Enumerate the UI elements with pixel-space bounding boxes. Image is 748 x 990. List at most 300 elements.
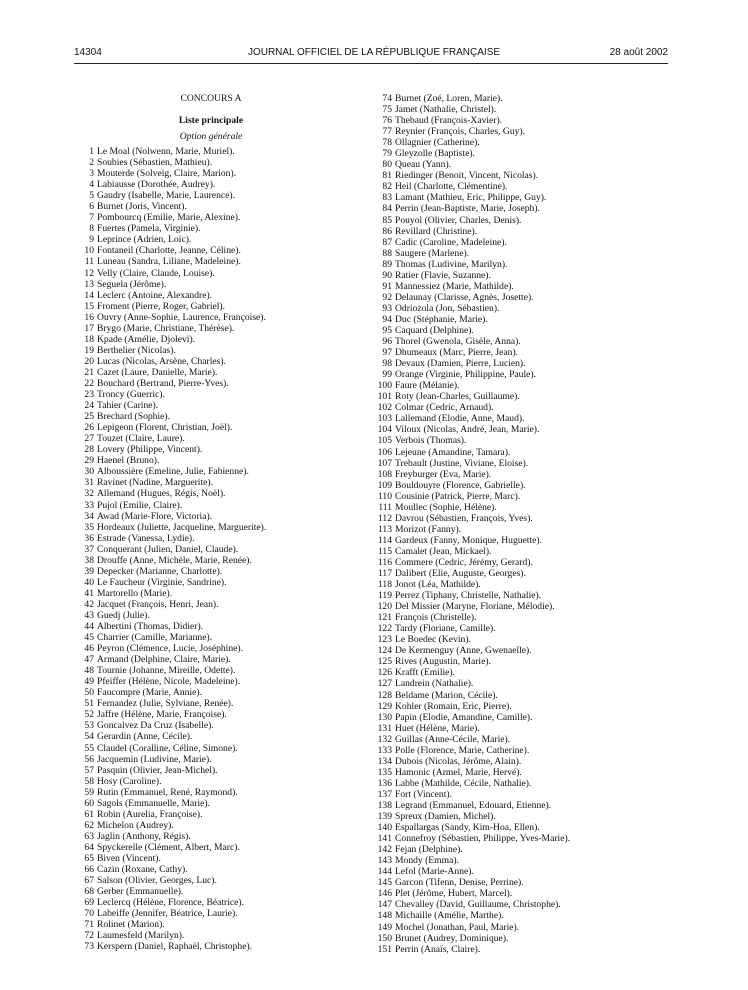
list-item [74,731,364,742]
rank-number: 63 [84,830,94,842]
candidate-name: Viloux (Nicolas, André, Jean, Marie). [395,424,540,436]
candidate-name: Jaffre (Hélène, Marie, Françoise). [97,709,227,721]
candidate-name: Tahier (Carine). [97,400,159,412]
list-item [372,469,672,480]
candidate-name: Saugere (Marlene). [395,247,470,259]
rank-number: 103 [377,413,392,425]
list-item [372,888,672,899]
list-item [372,215,672,226]
rank-number: 144 [377,866,392,878]
rank-number: 21 [84,366,94,378]
candidate-name: Le Moal (Nolwenn, Marie, Muriel). [97,146,235,157]
rank-number: 104 [377,424,392,436]
list-item [74,356,364,367]
candidate-name: Chevalley (David, Guillaume, Christophe). [395,899,561,911]
candidate-name: Michelon (Audrey). [97,819,174,831]
list-item [372,159,672,170]
column-left [74,93,364,952]
candidate-name: Dubois (Nicolas, Jérôme, Alain). [395,755,522,767]
list-item [74,875,364,886]
rank-number: 117 [377,568,392,580]
rank-number: 2 [89,157,94,169]
publication-date: 28 août 2002 [609,47,668,58]
rank-number: 151 [377,943,392,955]
rank-number: 52 [84,709,94,721]
list-item [74,643,364,654]
candidate-name: Mannessiez (Marie, Mathilde). [395,280,514,292]
list-item [372,933,672,944]
rank-number: 100 [377,380,392,392]
list-item [372,192,672,203]
candidate-name: Hosy (Caroline). [97,775,162,787]
candidate-name: Thebaud (François-Xavier). [395,115,503,127]
rank-number: 135 [377,766,392,778]
rank-number: 125 [377,656,392,668]
candidate-name: Bouldouyre (Florence, Gabrielle). [395,479,526,491]
rank-number: 94 [382,313,392,325]
list-item [372,480,672,491]
rank-number: 147 [377,899,392,911]
list-item [74,444,364,455]
list-item [74,919,364,930]
list-item [372,678,672,689]
rank-number: 113 [377,523,392,535]
rank-number: 27 [84,433,94,445]
list-item [372,303,672,314]
candidate-name: Troncy (Guerric). [97,389,165,401]
candidate-name: Guillas (Anne-Cécile, Marie). [395,733,511,745]
rank-number: 35 [84,521,94,533]
list-item [372,723,672,734]
rank-number: 43 [84,609,94,621]
candidate-name: Fontaneil (Charlotte, Jeanne, Céline). [97,245,241,257]
rank-number: 10 [84,245,94,257]
rank-number: 85 [382,214,392,226]
rank-number: 146 [377,888,392,900]
list-item [74,477,364,488]
rank-number: 72 [84,930,94,942]
candidate-name: Ollagnier (Catherine). [395,137,480,149]
candidate-name: Landrein (Nathalie). [395,678,474,690]
candidate-name: Kpade (Amélie, Djolevi). [97,333,196,345]
candidate-name: Pouyol (Olivier, Charles, Denis). [395,214,522,226]
list-item [372,623,672,634]
rank-number: 73 [84,941,94,953]
rank-number: 71 [84,919,94,931]
candidate-name: Gleyzolle (Baptiste). [395,148,475,160]
list-item [372,314,672,325]
candidate-name: Burnet (Zoé, Loren, Marie). [395,93,503,104]
rank-number: 121 [377,612,392,624]
candidate-name: Davrou (Sébastien, François, Yves). [395,512,533,524]
column-right [372,93,672,955]
rank-number: 114 [377,534,392,546]
list-item [74,389,364,400]
list-item [372,690,672,701]
list-item [74,853,364,864]
list-item [372,413,672,424]
list-item [372,380,672,391]
candidate-name: Biven (Vincent). [97,853,161,864]
list-item [372,181,672,192]
candidate-name: Jacquet (François, Henri, Jean). [97,598,219,610]
list-item [74,864,364,875]
candidate-name: Dalibert (Elie, Auguste, Georges). [395,568,526,580]
candidate-name: Hamonic (Armel, Marie, Hervé). [395,766,522,778]
rank-number: 92 [382,291,392,303]
list-item [372,778,672,789]
candidate-name: Cadic (Caroline, Madeleine). [395,236,507,248]
rank-number: 58 [84,775,94,787]
candidate-name: Rutin (Emmanuel, René, Raymond). [97,786,238,798]
candidate-name: Awad (Marie-Flore, Victoria). [97,510,213,522]
list-item [74,268,364,279]
candidate-name: Berthelier (Nicolas). [97,344,176,356]
candidate-name: Papin (Elodie, Amandine, Camille). [395,711,533,723]
list-item [74,842,364,853]
rank-number: 38 [84,554,94,566]
candidate-name: Guedj (Julie). [97,609,150,621]
rank-number: 130 [377,711,392,723]
list-item [74,511,364,522]
rank-number: 105 [377,435,392,447]
rank-number: 41 [84,587,94,599]
rank-number: 24 [84,400,94,412]
list-item [74,466,364,477]
rank-number: 5 [89,190,94,202]
rank-number: 98 [382,358,392,370]
candidate-name: Touzet (Claire, Laure). [97,433,185,445]
list-item [372,148,672,159]
rank-number: 7 [89,212,94,224]
candidate-name: Bouchard (Bertrand, Pierre-Yves). [97,377,229,389]
list-item [74,720,364,731]
candidate-name: Cazin (Roxane, Cathy). [97,864,188,876]
rank-number: 31 [84,477,94,489]
list-item [372,579,672,590]
list-item [74,500,364,511]
candidate-name: Jacquemin (Ludivine, Marie). [97,753,212,765]
rank-number: 65 [84,853,94,864]
list-item [74,621,364,632]
rank-number: 30 [84,466,94,478]
list-item [74,765,364,776]
candidate-name: Cousinie (Patrick, Pierre, Marc). [395,490,521,502]
list-item [74,201,364,212]
list-item [74,908,364,919]
list-item [372,203,672,214]
candidate-name: Brunet (Audrey, Dominique). [395,932,509,944]
candidate-name: Commere (Cedric, Jérémy, Gerard). [395,556,533,568]
candidate-name: Plet (Jérôme, Hubert, Marcel). [395,888,513,900]
rank-number: 61 [84,808,94,820]
list-item [74,544,364,555]
rank-number: 79 [382,148,392,160]
candidate-name: Seguela (Jérôme). [97,278,167,290]
candidate-name: Thomas (Ludivine, Marilyn). [395,258,508,270]
candidate-name: Legrand (Emmanuel, Edouard, Etienne). [395,800,552,811]
list-item [372,877,672,888]
list-item [74,290,364,301]
list-item [74,709,364,720]
candidate-name: Connefroy (Sébastien, Philippe, Yves-Marie). [395,833,571,845]
rank-number: 75 [382,104,392,116]
rank-number: 57 [84,764,94,776]
candidate-name: Fernandez (Julie, Sylviane, Renée). [97,698,234,710]
list-item [74,345,364,356]
candidate-name: Pasquin (Olivier, Jean-Michel). [97,764,218,776]
list-item [372,745,672,756]
list-item [74,378,364,389]
list-item [74,754,364,765]
rank-number: 49 [84,676,94,688]
list-item [372,590,672,601]
rank-number: 17 [84,322,94,334]
rank-number: 42 [84,598,94,610]
candidate-name: Ratier (Flavie, Suzanne). [395,269,491,281]
rank-number: 47 [84,654,94,666]
list-item [372,491,672,502]
list-item [372,645,672,656]
candidate-name: Michaille (Amélie, Marthe). [395,910,504,922]
list-item [372,248,672,259]
list-item [372,424,672,435]
rank-number: 60 [84,797,94,809]
candidate-name: Pombourcq (Emilie, Marie, Alexine). [97,212,241,224]
candidate-name: Queau (Yann). [395,159,452,171]
candidate-name: Morizot (Fanny). [395,523,462,535]
rank-number: 13 [84,278,94,290]
candidate-name: Labiausse (Dorothée, Audrey). [97,179,216,191]
list-item [74,941,364,952]
list-item [372,712,672,723]
candidate-name: Perrin (Anaïs, Claire). [395,943,481,955]
candidate-name: Fort (Vincent). [395,788,452,800]
list-item [74,599,364,610]
candidate-name: Pujol (Emilie, Claire). [97,499,183,511]
candidate-name: Leclercq (Hélène, Florence, Béatrice). [97,897,245,909]
candidate-name: Caquard (Delphine). [395,324,474,336]
list-item [372,270,672,281]
rank-number: 74 [382,93,392,104]
candidate-list-right [372,93,672,955]
rank-number: 132 [377,733,392,745]
candidate-name: Lefol (Marie-Anne). [395,866,474,878]
candidate-name: Gardeux (Fanny, Monique, Huguette). [395,534,542,546]
rank-number: 69 [84,897,94,909]
rank-number: 22 [84,377,94,389]
rank-number: 110 [377,490,392,502]
rank-number: 66 [84,864,94,876]
rank-number: 34 [84,510,94,522]
candidate-name: Luneau (Sandra, Liliane, Madeleine). [97,256,241,268]
candidate-name: Colmar (Cedric, Arnaud). [395,402,494,414]
candidate-name: Espallargas (Sandy, Kim-Hoa, Ellen). [395,822,540,834]
rank-number: 128 [377,689,392,701]
list-item [74,809,364,820]
list-item [74,146,364,157]
rank-number: 108 [377,468,392,480]
rank-number: 87 [382,236,392,248]
candidate-name: Le Boedec (Kevin). [395,634,471,646]
rank-number: 11 [84,256,94,268]
candidate-name: François (Christelle). [395,612,477,624]
candidate-name: Haenel (Bruno). [97,455,160,467]
list-item [372,634,672,645]
list-item [74,367,364,378]
candidate-name: Depecker (Marianne, Charlotte). [97,565,223,577]
rank-number: 148 [377,910,392,922]
rank-number: 82 [382,181,392,193]
candidate-name: Kerspern (Daniel, Raphaël, Christophe). [97,941,253,953]
rank-number: 81 [382,170,392,182]
rank-number: 111 [378,501,392,513]
candidate-name: Perrin (Jean-Baptiste, Marie, Joseph). [395,203,540,215]
list-item [372,789,672,800]
list-item [372,546,672,557]
list-item [372,833,672,844]
rank-number: 20 [84,355,94,367]
list-item [74,323,364,334]
rank-number: 45 [84,632,94,644]
candidate-name: Jonot (Léa, Mathilde). [395,579,481,591]
list-item [74,743,364,754]
candidate-name: Odriozola (Jon, Sébastien). [395,302,500,314]
rank-number: 77 [382,126,392,138]
list-item [372,910,672,921]
list-item [372,557,672,568]
list-item [372,292,672,303]
list-item [74,234,364,245]
candidate-name: Lallemand (Elodie, Anne, Maud). [395,413,525,425]
candidate-name: Tardy (Floriane, Camille). [395,623,496,635]
candidate-name: Claudel (Coralline, Céline, Simone). [97,742,238,754]
rank-number: 62 [84,819,94,831]
rank-number: 15 [84,300,94,312]
rank-number: 6 [89,201,94,213]
candidate-name: Lepigeon (Florent, Christian, Joël). [97,422,233,434]
list-item [74,279,364,290]
candidate-name: Robin (Aurelia, Françoise). [97,808,203,820]
list-item [372,601,672,612]
list-item [74,422,364,433]
rank-number: 107 [377,457,392,469]
list-item [372,701,672,712]
candidate-name: Fejan (Delphine). [395,844,463,856]
candidate-name: Conquerant (Julien, Daniel, Claude). [97,543,239,555]
list-item [74,654,364,665]
rank-number: 118 [377,579,392,591]
rank-number: 37 [84,543,94,555]
list-item [74,588,364,599]
candidate-name: Labeiffe (Jennifer, Béatrice, Laurie). [97,908,238,920]
rank-number: 112 [377,512,392,524]
liste-heading: Liste principale [178,115,244,126]
rank-number: 122 [377,623,392,635]
rank-number: 123 [377,634,392,646]
rank-number: 78 [382,137,392,149]
list-item [372,502,672,513]
rank-number: 68 [84,886,94,898]
rank-number: 116 [377,556,392,568]
rank-number: 80 [382,159,392,171]
candidate-name: Alboussière (Emeline, Julie, Fabienne). [97,466,249,478]
candidate-name: Le Faucheur (Virginie, Sandrine). [97,576,227,588]
rank-number: 25 [84,411,94,423]
rank-number: 127 [377,678,392,690]
candidate-name: Labbe (Mathilde, Cécile, Nathalie). [395,777,532,789]
list-item [372,822,672,833]
rank-number: 96 [382,336,392,348]
candidate-name: Ravinet (Nadine, Marguerite). [97,477,213,489]
candidate-name: Hordeaux (Juliette, Jacqueline, Marguerite). [97,521,267,533]
list-item [74,179,364,190]
rank-number: 84 [382,203,392,215]
candidate-name: Brygo (Marie, Christiane, Thérèse). [97,322,235,334]
rank-number: 106 [377,446,392,458]
rank-number: 48 [84,665,94,677]
candidate-name: Brechard (Sophie). [97,411,170,423]
list-item [372,568,672,579]
list-item [74,245,364,256]
rank-number: 8 [89,223,94,235]
rank-number: 76 [382,115,392,127]
rank-number: 9 [89,234,94,246]
rank-number: 44 [84,621,94,633]
rank-number: 102 [377,402,392,414]
candidate-name: Mochel (Jonathan, Paul, Marie). [395,921,520,933]
rank-number: 99 [382,369,392,381]
candidate-name: Spreux (Damien, Michel). [395,811,496,823]
candidate-name: Heil (Charlotte, Clémentine). [395,181,508,193]
list-item [372,535,672,546]
rank-number: 67 [84,875,94,887]
candidate-name: Armand (Delphine, Claire, Marie). [97,654,231,666]
candidate-name: Trebault (Justine, Viviane, Eloise). [395,457,529,469]
rank-number: 150 [377,932,392,944]
list-item [372,612,672,623]
candidate-name: Tournie (Johanne, Mireille, Odette). [97,665,236,677]
list-item [372,899,672,910]
candidate-name: De Kermenguy (Anne, Gwenaelle). [395,645,532,657]
candidate-name: Cazet (Laure, Danielle, Marie). [97,366,218,378]
list-item [372,170,672,181]
candidate-name: Lovery (Philippe, Vincent). [97,444,203,456]
list-item [74,455,364,466]
rank-number: 95 [382,324,392,336]
list-item [74,400,364,411]
rank-number: 29 [84,455,94,467]
list-item [372,656,672,667]
rank-number: 109 [377,479,392,491]
list-item [74,831,364,842]
list-item [372,325,672,336]
list-item [74,312,364,323]
candidate-name: Orange (Virginie, Philippine, Paule). [395,369,536,381]
rank-number: 149 [377,921,392,933]
list-item [74,897,364,908]
candidate-name: Moullec (Sophie, Hélène). [395,501,497,513]
list-item [74,190,364,201]
rank-number: 55 [84,742,94,754]
candidate-name: Leprince (Adrien, Loïc). [97,234,192,246]
rank-number: 19 [84,344,94,356]
list-item [372,866,672,877]
rank-number: 46 [84,643,94,655]
list-item [74,698,364,709]
candidate-name: Faucompre (Marie, Annie). [97,687,202,699]
list-item [372,226,672,237]
